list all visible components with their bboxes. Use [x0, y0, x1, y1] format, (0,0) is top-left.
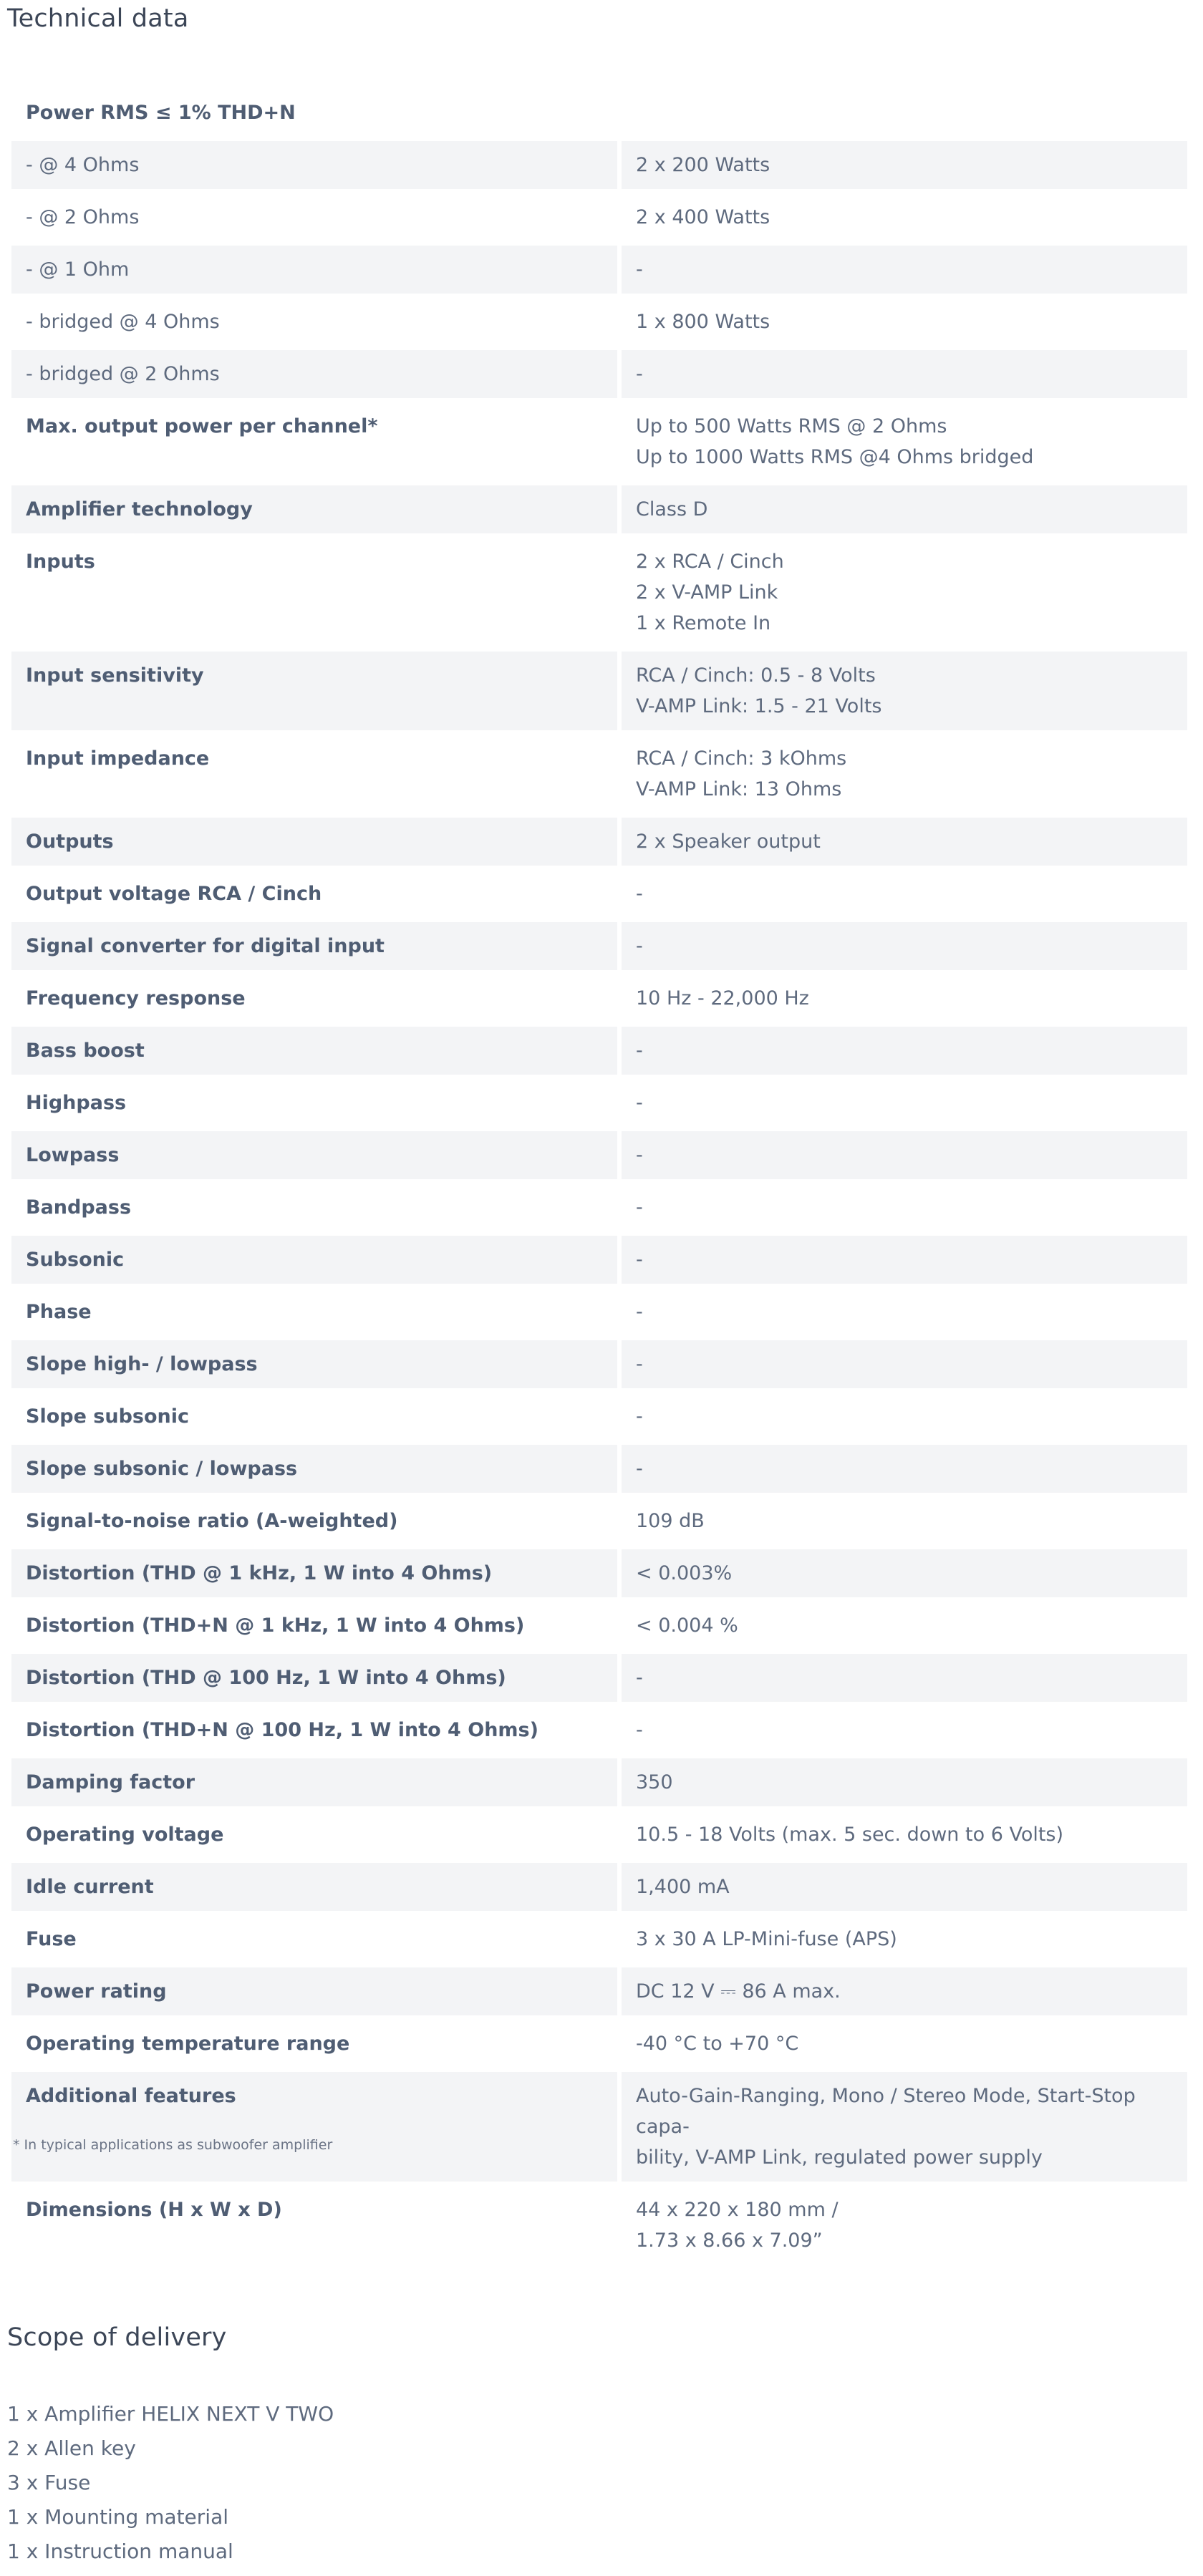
spec-label: Slope subsonic [26, 1405, 190, 1428]
spec-value-line: - [636, 1458, 643, 1480]
spec-value-line: Auto-Gain-Ranging, Mono / Stereo Mode, Start-Stop capa- [636, 2085, 1136, 2138]
spec-label: Input impedance [26, 747, 210, 770]
spec-value-line: - [636, 1301, 643, 1323]
spec-value [622, 1131, 1187, 1179]
spec-label: Additional features [11, 2072, 617, 2182]
spec-row [11, 350, 1187, 398]
spec-row [11, 538, 1187, 647]
spec-value [622, 818, 1187, 866]
scope-of-delivery-list [7, 2397, 334, 2569]
spec-row [11, 298, 1187, 346]
spec-row [11, 1602, 1187, 1650]
spec-value [622, 1027, 1187, 1075]
spec-value-line: - [636, 1249, 643, 1271]
spec-row [11, 402, 1187, 481]
spec-value [622, 1445, 1187, 1493]
spec-label: Idle current [11, 1863, 617, 1911]
spec-value [622, 538, 1187, 647]
spec-value [622, 402, 1187, 481]
footnote: * In typical applications as subwoofer amplifier [13, 2137, 333, 2153]
spec-value-line: 2 x V-AMP Link [636, 581, 778, 604]
spec-value [622, 246, 1187, 294]
scope-of-delivery-title: Scope of delivery [7, 2323, 227, 2352]
spec-row [11, 1863, 1187, 1911]
spec-value [622, 652, 1187, 730]
spec-row [11, 89, 1187, 137]
spec-value-line: RCA / Cinch: 0.5 - 8 Volts [636, 664, 876, 687]
spec-label: - bridged @ 2 Ohms [11, 350, 617, 398]
spec-value [622, 1183, 1187, 1231]
spec-label: - @ 1 Ohm [11, 246, 617, 294]
spec-label: Outputs [11, 818, 617, 866]
spec-value-line: Up to 1000 Watts RMS @4 Ohms bridged [636, 446, 1034, 468]
scope-item: 1 x Mounting material [7, 2505, 229, 2529]
spec-value-line: 2 x Speaker output [636, 831, 821, 853]
spec-row [11, 2186, 1187, 2265]
spec-value [622, 89, 1187, 137]
spec-value-line: 1.73 x 8.66 x 7.09” [636, 2229, 823, 2252]
spec-value [622, 1967, 1187, 2015]
spec-row [11, 1079, 1187, 1127]
spec-value-line: 1 x Remote In [636, 612, 771, 634]
spec-row [11, 2072, 1187, 2182]
spec-label: Distortion (THD+N @ 1 kHz, 1 W into 4 Ohms) [26, 1614, 525, 1637]
spec-label: Slope high- / lowpass [11, 1340, 617, 1388]
spec-value-line: V-AMP Link: 13 Ohms [636, 778, 842, 800]
spec-row [11, 193, 1187, 241]
spec-value-line: - [636, 1667, 643, 1689]
spec-label: Bandpass [26, 1196, 132, 1219]
spec-row [11, 2020, 1187, 2068]
spec-value-line: - [636, 1196, 643, 1219]
spec-value [622, 485, 1187, 533]
spec-label: Operating temperature range [26, 2033, 350, 2055]
spec-value-line: - [636, 1719, 643, 1741]
spec-value [622, 974, 1187, 1022]
spec-label: - bridged @ 4 Ohms [26, 311, 220, 333]
spec-row [11, 1706, 1187, 1754]
technical-data-title: Technical data [7, 4, 189, 33]
spec-row [11, 1967, 1187, 2015]
spec-label: Bass boost [11, 1027, 617, 1075]
spec-value-line: 1 x 800 Watts [636, 311, 770, 333]
spec-row [11, 1236, 1187, 1284]
spec-value [622, 1863, 1187, 1911]
spec-value [622, 193, 1187, 241]
spec-value-line: 350 [636, 1771, 673, 1793]
spec-label: Power RMS ≤ 1% THD+N [26, 102, 296, 124]
spec-value-line: 109 dB [636, 1510, 705, 1532]
spec-value [622, 1288, 1187, 1336]
spec-value [622, 2072, 1187, 2182]
spec-label: Damping factor [11, 1758, 617, 1806]
spec-row [11, 922, 1187, 970]
spec-value-line: 10 Hz - 22,000 Hz [636, 987, 809, 1009]
spec-label: Fuse [26, 1928, 77, 1950]
spec-label: Amplifier technology [11, 485, 617, 533]
spec-value-line: 2 x RCA / Cinch [636, 551, 784, 573]
spec-label: Distortion (THD @ 100 Hz, 1 W into 4 Ohms) [11, 1654, 617, 1702]
spec-label: - @ 4 Ohms [11, 141, 617, 189]
spec-label: Output voltage RCA / Cinch [26, 883, 322, 905]
spec-value-line: 1,400 mA [636, 1876, 730, 1898]
spec-value [622, 141, 1187, 189]
spec-row [11, 1183, 1187, 1231]
spec-value-line: - [636, 1040, 643, 1062]
spec-value [622, 1706, 1187, 1754]
spec-value-line: bility, V-AMP Link, regulated power supply [636, 2146, 1043, 2169]
spec-row [11, 1027, 1187, 1075]
spec-value [622, 1236, 1187, 1284]
spec-label: Slope subsonic / lowpass [11, 1445, 617, 1493]
spec-value-line: V-AMP Link: 1.5 - 21 Volts [636, 695, 882, 717]
spec-value-line: 10.5 - 18 Volts (max. 5 sec. down to 6 Volts) [636, 1824, 1064, 1846]
spec-label: Input sensitivity [11, 652, 617, 730]
spec-row [11, 974, 1187, 1022]
spec-value-line: RCA / Cinch: 3 kOhms [636, 747, 847, 770]
spec-row [11, 485, 1187, 533]
spec-row [11, 1758, 1187, 1806]
spec-value [622, 1549, 1187, 1597]
spec-value-line: - [636, 258, 643, 281]
spec-row [11, 1654, 1187, 1702]
spec-row [11, 1340, 1187, 1388]
spec-value-line: Up to 500 Watts RMS @ 2 Ohms [636, 415, 947, 437]
spec-value [622, 1811, 1187, 1859]
spec-row [11, 735, 1187, 813]
spec-value-line: - [636, 1405, 643, 1428]
spec-value [622, 1758, 1187, 1806]
spec-label: Signal converter for digital input [11, 922, 617, 970]
scope-item: 2 x Allen key [7, 2436, 136, 2460]
spec-value-line: 44 x 220 x 180 mm / [636, 2199, 839, 2221]
spec-row [11, 1131, 1187, 1179]
spec-value-line: < 0.004 % [636, 1614, 738, 1637]
spec-row [11, 1288, 1187, 1336]
spec-value-line: -40 °C to +70 °C [636, 2033, 799, 2055]
spec-row [11, 1393, 1187, 1440]
spec-label: - @ 2 Ohms [26, 206, 140, 228]
spec-value [622, 1915, 1187, 1963]
spec-label: Inputs [26, 551, 95, 573]
spec-value-line: 3 x 30 A LP-Mini-fuse (APS) [636, 1928, 897, 1950]
spec-value-line: - [636, 935, 643, 957]
spec-label: Highpass [26, 1092, 127, 1114]
spec-row [11, 870, 1187, 918]
spec-row [11, 1811, 1187, 1859]
spec-label: Distortion (THD @ 1 kHz, 1 W into 4 Ohms) [11, 1549, 617, 1597]
spec-row [11, 246, 1187, 294]
spec-value-line: - [636, 363, 643, 385]
scope-item: 1 x Amplifier HELIX NEXT V TWO [7, 2402, 334, 2426]
scope-item: 3 x Fuse [7, 2471, 91, 2494]
spec-label: Frequency response [26, 987, 246, 1009]
spec-value-line: 2 x 400 Watts [636, 206, 770, 228]
spec-value-line: - [636, 883, 643, 905]
spec-row [11, 1549, 1187, 1597]
spec-row [11, 141, 1187, 189]
spec-value-line: < 0.003% [636, 1562, 733, 1584]
scope-item: 1 x Instruction manual [7, 2539, 233, 2563]
spec-value [622, 1079, 1187, 1127]
spec-label: Dimensions (H x W x D) [26, 2199, 282, 2221]
spec-value [622, 298, 1187, 346]
spec-value [622, 870, 1187, 918]
spec-value [622, 922, 1187, 970]
spec-value [622, 1602, 1187, 1650]
spec-value-line: 2 x 200 Watts [636, 154, 770, 176]
spec-value-line: - [636, 1092, 643, 1114]
spec-label: Phase [26, 1301, 92, 1323]
spec-value [622, 1340, 1187, 1388]
spec-value [622, 2020, 1187, 2068]
spec-value [622, 1497, 1187, 1545]
spec-row [11, 1445, 1187, 1493]
spec-value [622, 1654, 1187, 1702]
spec-value [622, 735, 1187, 813]
spec-row [11, 652, 1187, 730]
spec-label: Operating voltage [26, 1824, 224, 1846]
spec-value [622, 2186, 1187, 2265]
spec-label: Subsonic [11, 1236, 617, 1284]
spec-label: Power rating [11, 1967, 617, 2015]
spec-value [622, 1393, 1187, 1440]
spec-label: Lowpass [11, 1131, 617, 1179]
spec-value-line: - [636, 1353, 643, 1375]
spec-label: Signal-to-noise ratio (A-weighted) [26, 1510, 398, 1532]
spec-value [622, 350, 1187, 398]
spec-value-line: Class D [636, 498, 708, 520]
spec-label: Max. output power per channel* [26, 415, 378, 437]
spec-value-line: DC 12 V ⎓ 86 A max. [636, 1980, 841, 2003]
technical-data-table [7, 84, 1192, 2269]
technical-data-body [11, 89, 1187, 2265]
spec-row [11, 818, 1187, 866]
spec-value-line: - [636, 1144, 643, 1166]
spec-row [11, 1915, 1187, 1963]
spec-row [11, 1497, 1187, 1545]
spec-label: Distortion (THD+N @ 100 Hz, 1 W into 4 Ohms) [26, 1719, 538, 1741]
